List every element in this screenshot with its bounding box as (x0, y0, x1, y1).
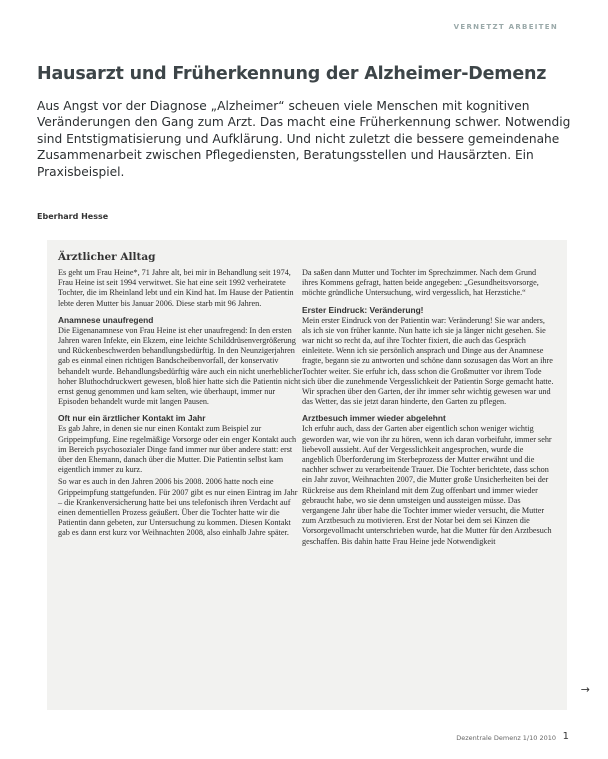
right-arrow-icon: → (580, 683, 590, 696)
box-title: Ärztlicher Alltag (58, 251, 156, 263)
paragraph: Die Eigenanamnese von Frau Heine ist eher unaufregend: In den ersten Jahren waren Infekte, ein Ekzem, eine leichte Schilddrüsenvergrößerung und Rückenbeschwerden behandlungsbedürftig. In den Neunzigerjahren gab es einmal einen richtigen Bandscheibenvorfall, der konservativ behandelt wurde. Behandlungsbedürftig wäre auch ein nicht unerheblicher hoher Bluthochdruckwert gewesen, bloß hier hatte sich die Patientin nicht ernst genug genommen und kam selten, wie überhaupt, immer nur Episoden behandelt wurde mit langen Pausen. (58, 325, 303, 407)
paragraph: Es geht um Frau Heine*, 71 Jahre alt, bei mir in Behandlung seit 1974, Frau Heine ist seit 1994 verwitwet. Sie hat eine seit 1992 verheiratete Tochter, die im Rheinland lebt und ein Kind hat. Im Hause der Patientin lebte deren Mutter bis Januar 2006. Diese starb mit 96 Jahren. (58, 268, 294, 308)
paragraph: Mein erster Eindruck von der Patientin war: Veränderung! Sie war anders, als ich sie von früher kannte. Nun hatte ich sie ja länger nicht gesehen. Sie war nicht so recht da, auf ihre Tochter fixiert, die auch das Gespräch einleitete. Wenn ich sie persönlich ansprach und Dinge aus der Anamnese fragte, begann sie zu antworten und schöne dann sozusagen das Wort an ihre Tochter weiter. Sie erfuhr ich, dass schon die Großmutter vor ihrem Tode sich über die zunehmende Vergesslichkeit der Patientin Sorge gemacht hatte. Wir sprachen über den Garten, der ihr immer sehr wichtig gewesen war und das Wetter, das sie jetzt daran hinderte, den Garten zu pflegen. (302, 315, 554, 407)
paragraph: Es gab Jahre, in denen sie nur einen Kontakt zum Beispiel zur Grippeimpfung. Eine regelmäßige Vorsorge oder ein enger Kontakt auch im Bereich psychosozialer Dinge fand immer nur über andere statt: erst über den Ehemann, danach über die Mutter. Die Patientin selbst kam eigentlich immer zu kurz. (58, 424, 297, 475)
author-name: Eberhard Hesse (37, 212, 109, 221)
left-column (58, 268, 303, 541)
article-lead: Aus Angst vor der Diagnose „Alzheimer“ scheuen viele Menschen mit kognitiven Veränderungen den Gang zum Arzt. Das macht eine Früherkennung schwer. Notwendig sind Entstigmatisierung und Aufklärung. Und nicht zuletzt die bessere gemeindenahe Zusammenarbeit zwischen Pflegediensten, Beratungsstellen und Hausärzten. Ein Praxisbeispiel. (37, 99, 571, 179)
subheading: Oft nur ein ärztlicher Kontakt im Jahr (58, 413, 206, 424)
paragraph: Da saßen dann Mutter und Tochter im Sprechzimmer. Nach dem Grund ihres Kommens gefragt, hatten beide angegeben: „Gesundheitsvorsorge, möchte gründliche Untersuchung, wird vergesslich, hat Herzstiche.“ (302, 268, 539, 298)
article-headline: Hausarzt und Früherkennung der Alzheimer-Demenz (37, 64, 547, 84)
subheading: Anamnese unaufregend (58, 314, 154, 325)
right-column (302, 268, 554, 549)
subheading: Erster Eindruck: Veränderung! (302, 304, 424, 315)
subheading: Arztbesuch immer wieder abgelehnt (302, 413, 446, 424)
paragraph: So war es auch in den Jahren 2006 bis 2008. 2006 hatte noch eine Grippeimpfung stattgefunden. Für 2007 gibt es nur einen Eintrag im Jahr – die Krankenversicherung hatte bei uns telefonisch ihren Verdacht auf einen dementiellen Prozess geäußert. Über die Tochter hatte wir die Patientin dann gebeten, zur Untersuchung zu kommen. Diesen Kontakt gab es dann erst kurz vor Weihnachten 2008, also einhalb Jahre später. (58, 477, 298, 538)
page-number: 1 (562, 731, 569, 742)
footer-journal: Dezentrale Demenz 1/10 2010 (456, 734, 556, 742)
paragraph: Ich erfuhr auch, dass der Garten aber eigentlich schon weniger wichtig geworden war, wie von ihr zu hören, wenn ich daran vorbeifuhr, immer sehr liebevoll aussieht. Auf der Vergesslichkeit angesprochen, wurde die angeblich Überforderung im Sterbeprozess der Mutter erwähnt und die nachher schwer zu verarbeitende Trauer. Die Tochter berichtete, dass schon ein Jahr zuvor, Weihnachten 2007, die Mutter große Unsicherheiten bei der Rückreise aus dem Rheinland mit dem Zug offenbart und immer wieder gebraucht habe, wo sie denn umsteigen und aussteigen müsse. Das vergangene Jahr über habe die Tochter immer wieder versucht, die Mutter zum Arztbesuch zu motivieren. Erst der Notar bei dem sei Kinzen die Vorsorgevollmacht unterschrieben wurde, hat die Mutter für den Arztbesuch geschaffen. Bis dahin hatte Frau Heine jede Notwendigkeit (302, 424, 552, 546)
section-tag: VERNETZT ARBEITEN (453, 23, 558, 31)
